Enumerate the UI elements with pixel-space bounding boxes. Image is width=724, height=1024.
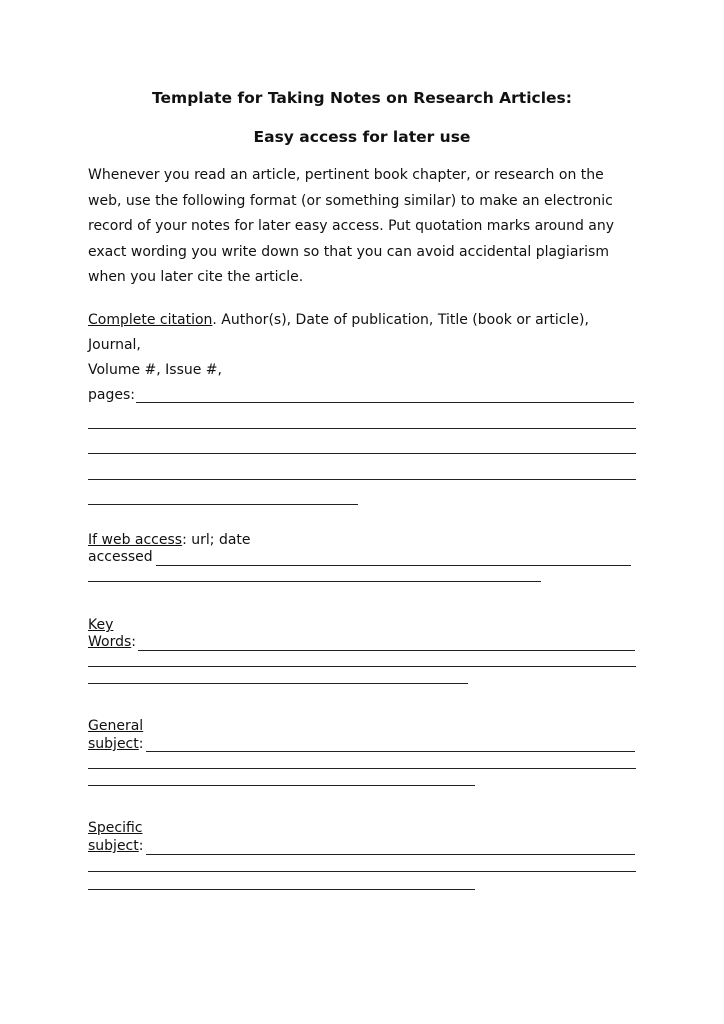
intro-line: record of your notes for later easy access. Put quotation marks around any — [88, 218, 615, 234]
specific-subject-line[interactable] — [146, 854, 635, 855]
general-subject-blank-line[interactable] — [88, 785, 475, 786]
specific-subject-label-first: Specific — [88, 820, 143, 836]
citation-blank-line[interactable] — [88, 453, 636, 454]
intro-line: when you later cite the article. — [88, 269, 304, 285]
document-subtitle: Easy access for later use — [253, 128, 471, 146]
intro-line: exact wording you write down so that you can avoid accidental plagiarism — [88, 243, 609, 260]
specific-subject-label-1 — [88, 819, 143, 837]
citation-journal: Journal, — [88, 337, 141, 353]
key-words-label-first: Key — [88, 617, 114, 633]
web-access-label: If web access — [88, 532, 183, 548]
citation-blank-line[interactable] — [88, 428, 636, 429]
specific-subject-blank-line[interactable] — [88, 871, 636, 872]
intro-line: web, use the following format (or something similar) to make an electronic — [88, 192, 613, 209]
web-access-line-1 — [88, 531, 251, 549]
web-access-date-line[interactable] — [156, 565, 631, 566]
citation-pages-label: pages: — [88, 387, 135, 403]
citation-blank-line[interactable] — [88, 479, 636, 480]
key-words-blank-line[interactable] — [88, 683, 468, 684]
web-access-blank-line[interactable] — [88, 581, 541, 582]
web-access-text: : url; date — [182, 532, 251, 548]
key-words-colon: : — [131, 634, 136, 650]
intro-line: Whenever you read an article, pertinent book chapter, or research on the — [88, 167, 604, 183]
key-words-label-1 — [88, 616, 113, 634]
citation-pages-line[interactable] — [136, 402, 634, 403]
general-subject-label-1 — [88, 717, 143, 735]
key-words-label-2 — [88, 633, 136, 651]
general-subject-colon: : — [138, 736, 144, 752]
specific-subject-colon: : — [138, 838, 144, 854]
specific-subject-label-second: subject — [88, 838, 139, 854]
citation-volume-issue: Volume #, Issue #, — [88, 362, 222, 378]
citation-blank-line[interactable] — [88, 504, 358, 505]
key-words-blank-line[interactable] — [88, 666, 636, 667]
citation-label: Complete citation — [88, 312, 213, 328]
citation-text: . Author(s), Date of publication, Title (book or article), — [212, 312, 589, 328]
key-words-line[interactable] — [138, 650, 635, 651]
specific-subject-label-2 — [88, 837, 143, 855]
general-subject-line[interactable] — [146, 751, 635, 752]
intro-paragraph — [88, 163, 648, 291]
citation-line-1 — [88, 311, 589, 329]
general-subject-blank-line[interactable] — [88, 768, 636, 769]
general-subject-label-2 — [88, 735, 143, 753]
web-access-accessed-label: accessed — [88, 549, 153, 565]
general-subject-label-second: subject — [88, 736, 139, 752]
general-subject-label-first: General — [88, 718, 144, 734]
specific-subject-blank-line[interactable] — [88, 889, 475, 890]
document-title: Template for Taking Notes on Research Articles: — [152, 89, 572, 107]
key-words-label-second: Words — [88, 634, 132, 650]
